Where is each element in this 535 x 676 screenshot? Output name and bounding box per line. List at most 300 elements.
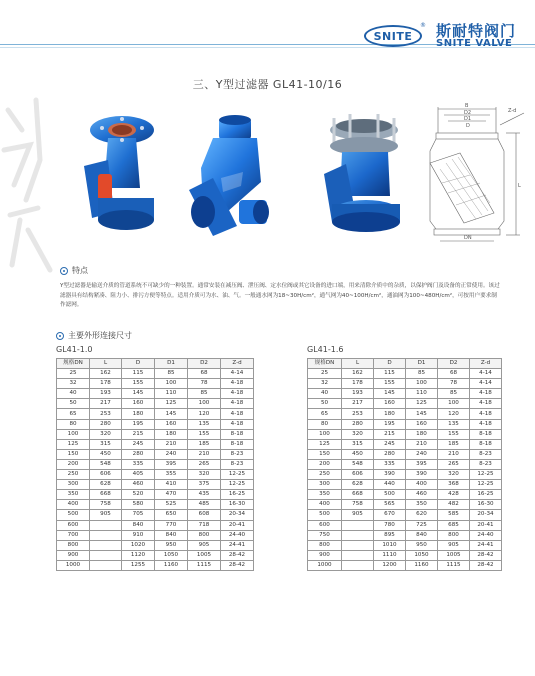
table-cell: 80	[308, 419, 342, 429]
table-cell	[90, 530, 122, 540]
table-row	[308, 409, 502, 419]
column-header: 规格DN	[57, 359, 90, 369]
page-title: 三、Y型过滤器 GL41-10/16	[192, 78, 343, 91]
table-cell: 628	[342, 480, 374, 490]
table-cell: 950	[155, 540, 188, 550]
table-header-row	[57, 359, 254, 369]
table2-label: GL41-1.6	[307, 345, 344, 354]
table-cell	[342, 560, 374, 570]
table-cell: 320	[342, 429, 374, 439]
table-cell: 125	[308, 439, 342, 449]
table-cell: 4-18	[221, 389, 254, 399]
table-cell	[342, 530, 374, 540]
table-cell: 245	[122, 439, 155, 449]
table-cell: 435	[188, 490, 221, 500]
table-row	[57, 439, 254, 449]
table-cell: 750	[308, 530, 342, 540]
table-cell: 100	[57, 429, 90, 439]
table-cell: 700	[57, 530, 90, 540]
table-cell: 1255	[122, 560, 155, 570]
table-row	[57, 540, 254, 550]
table-cell: 1050	[406, 550, 438, 560]
column-header: D2	[188, 359, 221, 369]
column-header: L	[342, 359, 374, 369]
spec-table-gl41-1-6	[307, 358, 502, 571]
brand-name-cn: 斯耐特阀门	[436, 22, 517, 40]
table-cell: 78	[188, 379, 221, 389]
table-row	[308, 459, 502, 469]
table-cell: 12-25	[221, 470, 254, 480]
table-cell: 950	[406, 540, 438, 550]
table-cell: 1200	[374, 560, 406, 570]
table-cell: 4-18	[221, 379, 254, 389]
table-cell: 200	[57, 459, 90, 469]
bullet-icon	[60, 267, 68, 275]
table-cell: 180	[406, 429, 438, 439]
table-cell: 1115	[438, 560, 470, 570]
table-cell: 350	[308, 490, 342, 500]
table-cell: 24-41	[221, 540, 254, 550]
table-cell: 1110	[374, 550, 406, 560]
table-cell: 500	[308, 510, 342, 520]
column-header: D	[374, 359, 406, 369]
table-cell: 800	[438, 530, 470, 540]
table-cell: 705	[122, 510, 155, 520]
table-cell: 185	[188, 439, 221, 449]
valve-photo-flanged	[78, 108, 166, 234]
table-cell: 8-18	[470, 429, 502, 439]
table-row	[57, 490, 254, 500]
table-cell: 460	[122, 480, 155, 490]
table-cell: 606	[90, 470, 122, 480]
table-cell: 20-41	[470, 520, 502, 530]
table-row	[57, 520, 254, 530]
column-header: L	[90, 359, 122, 369]
table-row	[57, 470, 254, 480]
table-cell: 668	[90, 490, 122, 500]
table-cell: 685	[438, 520, 470, 530]
table-row	[308, 470, 502, 480]
table-cell: 145	[122, 389, 155, 399]
table-cell: 905	[438, 540, 470, 550]
table-row	[308, 369, 502, 379]
table-cell: 320	[188, 470, 221, 480]
table-cell: 320	[438, 470, 470, 480]
table-cell: 65	[57, 409, 90, 419]
table-cell: 400	[406, 480, 438, 490]
table-cell: 160	[406, 419, 438, 429]
table-cell: 180	[374, 409, 406, 419]
table-cell: 410	[155, 480, 188, 490]
table-cell: 155	[122, 379, 155, 389]
table-cell: 450	[90, 449, 122, 459]
table-cell: 905	[188, 540, 221, 550]
table-cell: 600	[57, 520, 90, 530]
column-header: D2	[438, 359, 470, 369]
table-row	[57, 379, 254, 389]
table-cell: 910	[122, 530, 155, 540]
table-cell: 300	[308, 480, 342, 490]
table-cell: 620	[406, 510, 438, 520]
table-cell: 85	[188, 389, 221, 399]
table-cell: 240	[155, 449, 188, 459]
table-cell: 400	[308, 500, 342, 510]
diagram-label-l: L	[518, 183, 521, 189]
table-cell: 1160	[155, 560, 188, 570]
features-heading-text: 特点	[72, 266, 88, 275]
table-cell: 162	[342, 369, 374, 379]
table-cell: 1010	[374, 540, 406, 550]
bullet-icon	[56, 332, 64, 340]
table-cell: 180	[155, 429, 188, 439]
column-header: Z-d	[221, 359, 254, 369]
table-cell: 40	[308, 389, 342, 399]
table-cell: 8-18	[221, 429, 254, 439]
table-cell: 395	[155, 459, 188, 469]
table-row	[57, 510, 254, 520]
table-cell: 125	[57, 439, 90, 449]
table-cell: 1160	[406, 560, 438, 570]
table-cell: 4-18	[470, 399, 502, 409]
table-cell: 780	[374, 520, 406, 530]
table-cell: 160	[122, 399, 155, 409]
table-cell: 115	[374, 369, 406, 379]
table-cell: 150	[57, 449, 90, 459]
table-cell: 368	[438, 480, 470, 490]
table-cell: 758	[342, 500, 374, 510]
table-cell: 32	[308, 379, 342, 389]
table-cell: 4-14	[470, 379, 502, 389]
table-cell: 193	[342, 389, 374, 399]
table-row	[308, 449, 502, 459]
table-cell: 460	[406, 490, 438, 500]
table-cell: 100	[155, 379, 188, 389]
dimensions-heading-text: 主要外形连接尺寸	[68, 331, 132, 340]
table-cell	[90, 550, 122, 560]
table-cell: 770	[155, 520, 188, 530]
table-cell: 280	[90, 419, 122, 429]
table-cell: 68	[438, 369, 470, 379]
table-cell: 100	[438, 399, 470, 409]
table-cell: 482	[438, 500, 470, 510]
table-cell: 85	[438, 389, 470, 399]
table-cell: 217	[342, 399, 374, 409]
table-cell: 8-23	[221, 449, 254, 459]
table-cell: 548	[90, 459, 122, 469]
table-cell: 28-42	[470, 560, 502, 570]
table-row	[57, 409, 254, 419]
column-header: Z-d	[470, 359, 502, 369]
brand-name-en: SNITE VALVE	[436, 38, 513, 49]
table-row	[308, 500, 502, 510]
table-cell: 375	[188, 480, 221, 490]
table-cell	[90, 520, 122, 530]
table-cell: 725	[406, 520, 438, 530]
table-cell: 800	[57, 540, 90, 550]
table-cell: 905	[342, 510, 374, 520]
table-cell: 520	[122, 490, 155, 500]
table-cell: 195	[374, 419, 406, 429]
table-cell: 280	[122, 449, 155, 459]
diagram-label-zd: Z-d	[508, 108, 517, 114]
spec-table-gl41-1-0	[56, 358, 254, 571]
table-cell: 100	[188, 399, 221, 409]
table-cell: 8-23	[470, 449, 502, 459]
table-cell: 28-42	[470, 550, 502, 560]
table-cell: 758	[90, 500, 122, 510]
table-cell: 606	[342, 470, 374, 480]
table-cell: 4-18	[470, 419, 502, 429]
table-cell: 20-34	[470, 510, 502, 520]
table-cell: 16-30	[470, 500, 502, 510]
table-cell: 125	[406, 399, 438, 409]
table-cell: 350	[57, 490, 90, 500]
diagram-label-dn: DN	[464, 235, 472, 241]
table-cell: 280	[374, 449, 406, 459]
table-cell: 315	[90, 439, 122, 449]
registered-mark: ®	[420, 22, 426, 29]
table-cell: 185	[438, 439, 470, 449]
table-cell: 580	[122, 500, 155, 510]
table-row	[308, 389, 502, 399]
table-row	[308, 439, 502, 449]
table-row	[308, 510, 502, 520]
table-cell: 355	[155, 470, 188, 480]
table-cell: 800	[308, 540, 342, 550]
table-cell: 350	[406, 500, 438, 510]
table-cell: 1000	[308, 560, 342, 570]
brand-logo	[364, 25, 422, 47]
table-cell: 50	[308, 399, 342, 409]
table-cell: 215	[374, 429, 406, 439]
table-row	[57, 369, 254, 379]
table-cell: 428	[438, 490, 470, 500]
diagram-label-d: D	[466, 123, 470, 129]
table-row	[308, 550, 502, 560]
table-cell	[90, 560, 122, 570]
table-row	[308, 490, 502, 500]
table-cell: 40	[57, 389, 90, 399]
table-cell: 8-23	[221, 459, 254, 469]
table-cell: 1020	[122, 540, 155, 550]
table-cell: 50	[57, 399, 90, 409]
table-cell: 608	[188, 510, 221, 520]
table-cell: 145	[374, 389, 406, 399]
table-cell: 135	[438, 419, 470, 429]
table-row	[57, 550, 254, 560]
table-row	[57, 419, 254, 429]
table-cell: 1000	[57, 560, 90, 570]
table-cell: 900	[57, 550, 90, 560]
table-cell: 24-40	[470, 530, 502, 540]
table-cell: 210	[438, 449, 470, 459]
table-cell: 390	[374, 470, 406, 480]
table-cell: 895	[374, 530, 406, 540]
table-cell: 300	[57, 480, 90, 490]
table-cell: 25	[57, 369, 90, 379]
table-cell: 395	[406, 459, 438, 469]
table-cell: 100	[406, 379, 438, 389]
table-cell: 525	[155, 500, 188, 510]
table-cell: 1050	[155, 550, 188, 560]
watermark-graphic	[0, 90, 60, 280]
table-cell: 195	[122, 419, 155, 429]
table-row	[57, 389, 254, 399]
logo-text: SNITE	[373, 29, 413, 43]
dimensions-heading	[56, 330, 132, 341]
table-cell: 20-34	[221, 510, 254, 520]
column-header: D1	[406, 359, 438, 369]
table-cell: 210	[406, 439, 438, 449]
table-cell: 500	[57, 510, 90, 520]
table-header-row	[308, 359, 502, 369]
table-cell: 65	[308, 409, 342, 419]
table-cell: 80	[57, 419, 90, 429]
table-cell: 565	[374, 500, 406, 510]
table-cell: 1115	[188, 560, 221, 570]
table-cell: 12-25	[470, 470, 502, 480]
table-cell: 4-18	[221, 399, 254, 409]
table-cell: 440	[374, 480, 406, 490]
table-row	[57, 429, 254, 439]
table-cell: 110	[155, 389, 188, 399]
table-cell: 178	[342, 379, 374, 389]
table-cell: 320	[90, 429, 122, 439]
table-row	[308, 560, 502, 570]
table-cell: 840	[406, 530, 438, 540]
table-row	[308, 540, 502, 550]
table-cell: 718	[188, 520, 221, 530]
table-cell: 500	[374, 490, 406, 500]
table-cell: 485	[188, 500, 221, 510]
table-cell: 78	[438, 379, 470, 389]
table-cell: 162	[90, 369, 122, 379]
table-cell: 470	[155, 490, 188, 500]
table-cell: 25	[308, 369, 342, 379]
table-cell: 24-40	[221, 530, 254, 540]
table-cell: 335	[122, 459, 155, 469]
table-cell: 160	[155, 419, 188, 429]
table-cell: 155	[438, 429, 470, 439]
table-cell: 85	[155, 369, 188, 379]
table-cell: 210	[155, 439, 188, 449]
table-cell: 16-25	[221, 490, 254, 500]
table-cell: 28-42	[221, 560, 254, 570]
table-row	[57, 399, 254, 409]
table-cell: 85	[406, 369, 438, 379]
table-cell: 100	[308, 429, 342, 439]
table-cell: 600	[308, 520, 342, 530]
table-cell: 450	[342, 449, 374, 459]
table-cell: 178	[90, 379, 122, 389]
valve-photo-bolted	[316, 108, 410, 236]
table-cell: 24-41	[470, 540, 502, 550]
table-row	[308, 429, 502, 439]
table-row	[57, 500, 254, 510]
table-cell	[342, 550, 374, 560]
table-cell: 400	[57, 500, 90, 510]
table-row	[57, 560, 254, 570]
table-cell	[342, 520, 374, 530]
table-cell: 335	[374, 459, 406, 469]
table-cell: 670	[374, 510, 406, 520]
table-cell: 265	[438, 459, 470, 469]
table-cell: 28-42	[221, 550, 254, 560]
table-cell: 8-18	[470, 439, 502, 449]
table-cell: 120	[438, 409, 470, 419]
table-cell: 16-30	[221, 500, 254, 510]
table-cell: 1005	[438, 550, 470, 560]
diagram-label-d1: D1	[464, 116, 472, 122]
table-cell: 68	[188, 369, 221, 379]
table-cell: 20-41	[221, 520, 254, 530]
table-cell: 4-14	[470, 369, 502, 379]
features-heading	[60, 265, 88, 276]
table-row	[57, 480, 254, 490]
table-cell: 145	[406, 409, 438, 419]
table-cell: 265	[188, 459, 221, 469]
table-cell: 4-14	[221, 369, 254, 379]
table-cell: 4-18	[470, 389, 502, 399]
table-row	[308, 520, 502, 530]
table-cell: 155	[374, 379, 406, 389]
table-row	[308, 480, 502, 490]
table-cell: 628	[90, 480, 122, 490]
table-cell: 125	[155, 399, 188, 409]
table-cell: 585	[438, 510, 470, 520]
diagram-label-b: B	[465, 103, 469, 109]
table-cell: 245	[374, 439, 406, 449]
table-cell: 905	[90, 510, 122, 520]
table-cell: 240	[406, 449, 438, 459]
table-cell: 250	[57, 470, 90, 480]
table-cell: 160	[374, 399, 406, 409]
table-cell: 193	[90, 389, 122, 399]
table-cell: 4-18	[470, 409, 502, 419]
table-cell: 135	[188, 419, 221, 429]
table-row	[308, 399, 502, 409]
table-cell	[342, 540, 374, 550]
table-cell: 210	[188, 449, 221, 459]
table-cell	[90, 540, 122, 550]
table-cell: 12-25	[470, 480, 502, 490]
table1-label: GL41-1.0	[56, 345, 93, 354]
table-row	[308, 530, 502, 540]
table-cell: 1005	[188, 550, 221, 560]
column-header: D	[122, 359, 155, 369]
table-row	[308, 419, 502, 429]
table-cell: 253	[90, 409, 122, 419]
table-cell: 315	[342, 439, 374, 449]
dimension-diagram	[420, 103, 530, 253]
table-cell: 200	[308, 459, 342, 469]
table-cell: 120	[188, 409, 221, 419]
table-cell: 390	[406, 470, 438, 480]
table-cell: 650	[155, 510, 188, 520]
table-cell: 280	[342, 419, 374, 429]
table-cell: 145	[155, 409, 188, 419]
table-cell: 8-23	[470, 459, 502, 469]
diagram-label-d2: D2	[464, 110, 472, 116]
table-row	[308, 379, 502, 389]
table-cell: 8-18	[221, 439, 254, 449]
table-cell: 110	[406, 389, 438, 399]
table-cell: 32	[57, 379, 90, 389]
table-cell: 548	[342, 459, 374, 469]
table-cell: 115	[122, 369, 155, 379]
table-cell: 217	[90, 399, 122, 409]
table-cell: 253	[342, 409, 374, 419]
